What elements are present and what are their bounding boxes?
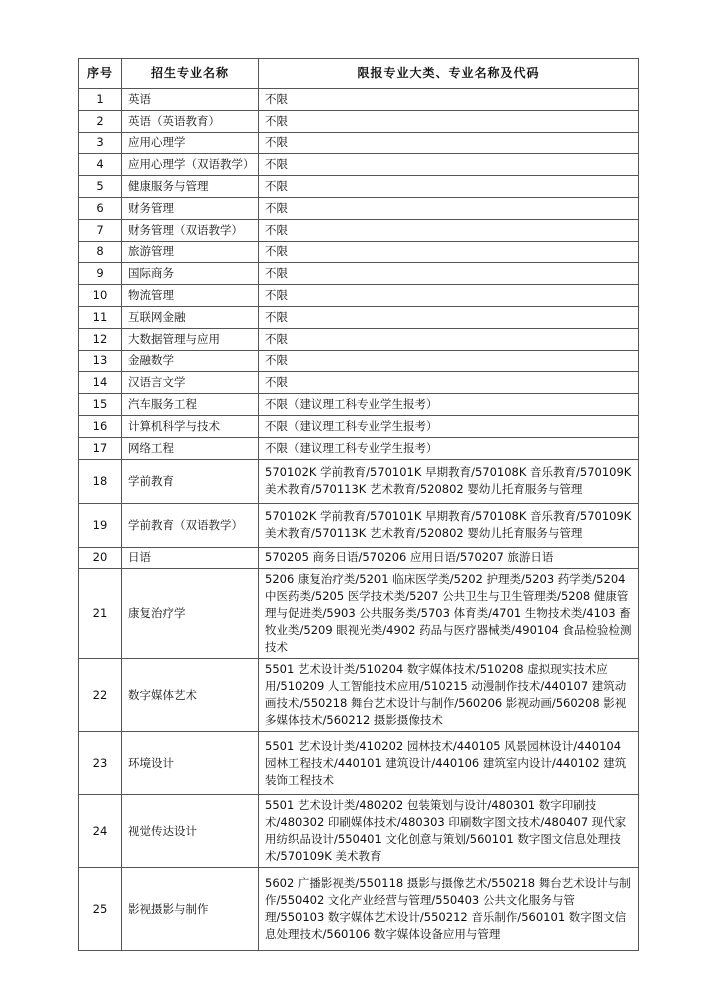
row-major: 康复治疗学 [122,569,259,659]
row-major: 网络工程 [122,437,259,459]
row-major: 学前教育 [122,459,259,503]
table-row [79,372,639,394]
table-row [79,732,639,795]
table-row [79,154,639,176]
row-index: 22 [79,659,122,732]
table-row [79,263,639,285]
row-index: 9 [79,263,122,285]
row-index: 16 [79,415,122,437]
row-major: 视觉传达设计 [122,795,259,868]
row-major: 应用心理学 [122,132,259,154]
row-major: 国际商务 [122,263,259,285]
row-major: 互联网金融 [122,306,259,328]
row-restriction: 570102K 学前教育/570101K 早期教育/570108K 音乐教育/570109K 美术教育/570113K 艺术教育/520802 婴幼儿托育服务与管理 [259,503,639,547]
row-restriction: 不限 [259,350,639,372]
row-index: 7 [79,219,122,241]
table-row [79,795,639,868]
row-restriction: 不限 [259,263,639,285]
row-restriction: 570102K 学前教育/570101K 早期教育/570108K 音乐教育/570109K 美术教育/570113K 艺术教育/520802 婴幼儿托育服务与管理 [259,459,639,503]
row-restriction: 不限 [259,89,639,111]
row-major: 英语（英语教育） [122,110,259,132]
row-restriction: 不限（建议理工科专业学生报考） [259,437,639,459]
row-restriction: 不限 [259,328,639,350]
row-index: 1 [79,89,122,111]
row-index: 4 [79,154,122,176]
row-major: 英语 [122,89,259,111]
table-row [79,503,639,547]
row-restriction: 570205 商务日语/570206 应用日语/570207 旅游日语 [259,547,639,569]
table-row [79,285,639,307]
row-major: 汉语言文学 [122,372,259,394]
table-row [79,132,639,154]
row-index: 20 [79,547,122,569]
row-index: 5 [79,176,122,198]
row-index: 11 [79,306,122,328]
table-header-row [79,59,639,89]
table-row [79,459,639,503]
row-restriction: 5501 艺术设计类/510204 数字媒体技术/510208 虚拟现实技术应用/510209 人工智能技术应用/510215 动漫制作技术/440107 建筑动画技术/550218 舞台艺术设计与制作/560206 影视动画/560208 影视多媒体技术/560212 摄影摄像技术 [259,659,639,732]
row-restriction: 不限 [259,285,639,307]
row-index: 6 [79,197,122,219]
row-major: 环境设计 [122,732,259,795]
row-restriction: 不限 [259,132,639,154]
row-major: 应用心理学（双语教学） [122,154,259,176]
row-major: 数字媒体艺术 [122,659,259,732]
row-index: 10 [79,285,122,307]
table-row [79,306,639,328]
row-major: 日语 [122,547,259,569]
header-restriction: 限报专业大类、专业名称及代码 [259,59,639,89]
table-row [79,219,639,241]
major-restriction-table [78,58,639,951]
table-row [79,350,639,372]
row-restriction: 不限（建议理工科专业学生报考） [259,415,639,437]
row-index: 14 [79,372,122,394]
row-index: 8 [79,241,122,263]
header-major: 招生专业名称 [122,59,259,89]
table-row [79,569,639,659]
row-restriction: 5501 艺术设计类/480202 包装策划与设计/480301 数字印刷技术/480302 印刷媒体技术/480303 印刷数字图文技术/480407 现代家用纺织品设计/550401 文化创意与策划/560101 数字图文信息处理技术/570109K 美术教育 [259,795,639,868]
table-row [79,659,639,732]
header-index: 序号 [79,59,122,89]
table-body [79,89,639,951]
table-row [79,328,639,350]
row-index: 2 [79,110,122,132]
row-index: 3 [79,132,122,154]
row-index: 12 [79,328,122,350]
row-restriction: 不限（建议理工科专业学生报考） [259,394,639,416]
table-row [79,89,639,111]
row-index: 23 [79,732,122,795]
row-restriction: 不限 [259,306,639,328]
row-major: 物流管理 [122,285,259,307]
row-index: 19 [79,503,122,547]
row-restriction: 不限 [259,176,639,198]
row-index: 15 [79,394,122,416]
row-major: 金融数学 [122,350,259,372]
row-major: 汽车服务工程 [122,394,259,416]
row-index: 17 [79,437,122,459]
row-major: 计算机科学与技术 [122,415,259,437]
row-restriction: 不限 [259,372,639,394]
table-row [79,197,639,219]
row-major: 旅游管理 [122,241,259,263]
row-major: 健康服务与管理 [122,176,259,198]
row-restriction: 不限 [259,154,639,176]
table-row [79,547,639,569]
row-index: 13 [79,350,122,372]
table-row [79,415,639,437]
table-row [79,437,639,459]
row-major: 影视摄影与制作 [122,868,259,951]
table-row [79,241,639,263]
row-restriction: 不限 [259,241,639,263]
row-index: 24 [79,795,122,868]
row-restriction: 不限 [259,219,639,241]
row-restriction: 5602 广播影视类/550118 摄影与摄像艺术/550218 舞台艺术设计与制作/550402 文化产业经营与管理/550403 公共文化服务与管理/550103 数字媒体艺术设计/550212 音乐制作/560101 数字图文信息处理技术/560106 数字媒体设备应用与管理 [259,868,639,951]
row-index: 18 [79,459,122,503]
row-index: 21 [79,569,122,659]
table-row [79,868,639,951]
table-row [79,110,639,132]
row-restriction: 不限 [259,110,639,132]
row-major: 学前教育（双语教学） [122,503,259,547]
row-restriction: 不限 [259,197,639,219]
row-restriction: 5206 康复治疗类/5201 临床医学类/5202 护理类/5203 药学类/5204 中医药类/5205 医学技术类/5207 公共卫生与卫生管理类/5208 健康管理与促进类/5903 公共服务类/5703 体育类/4701 生物技术类/4103 畜牧业类/5209 眼视光类/4902 药品与医疗器械类/490104 食品检验检测技术 [259,569,639,659]
row-major: 财务管理 [122,197,259,219]
row-index: 25 [79,868,122,951]
row-major: 财务管理（双语教学） [122,219,259,241]
table-row [79,394,639,416]
table-row [79,176,639,198]
row-major: 大数据管理与应用 [122,328,259,350]
row-restriction: 5501 艺术设计类/410202 园林技术/440105 风景园林设计/440104 园林工程技术/440101 建筑设计/440106 建筑室内设计/440102 建筑装饰工程技术 [259,732,639,795]
